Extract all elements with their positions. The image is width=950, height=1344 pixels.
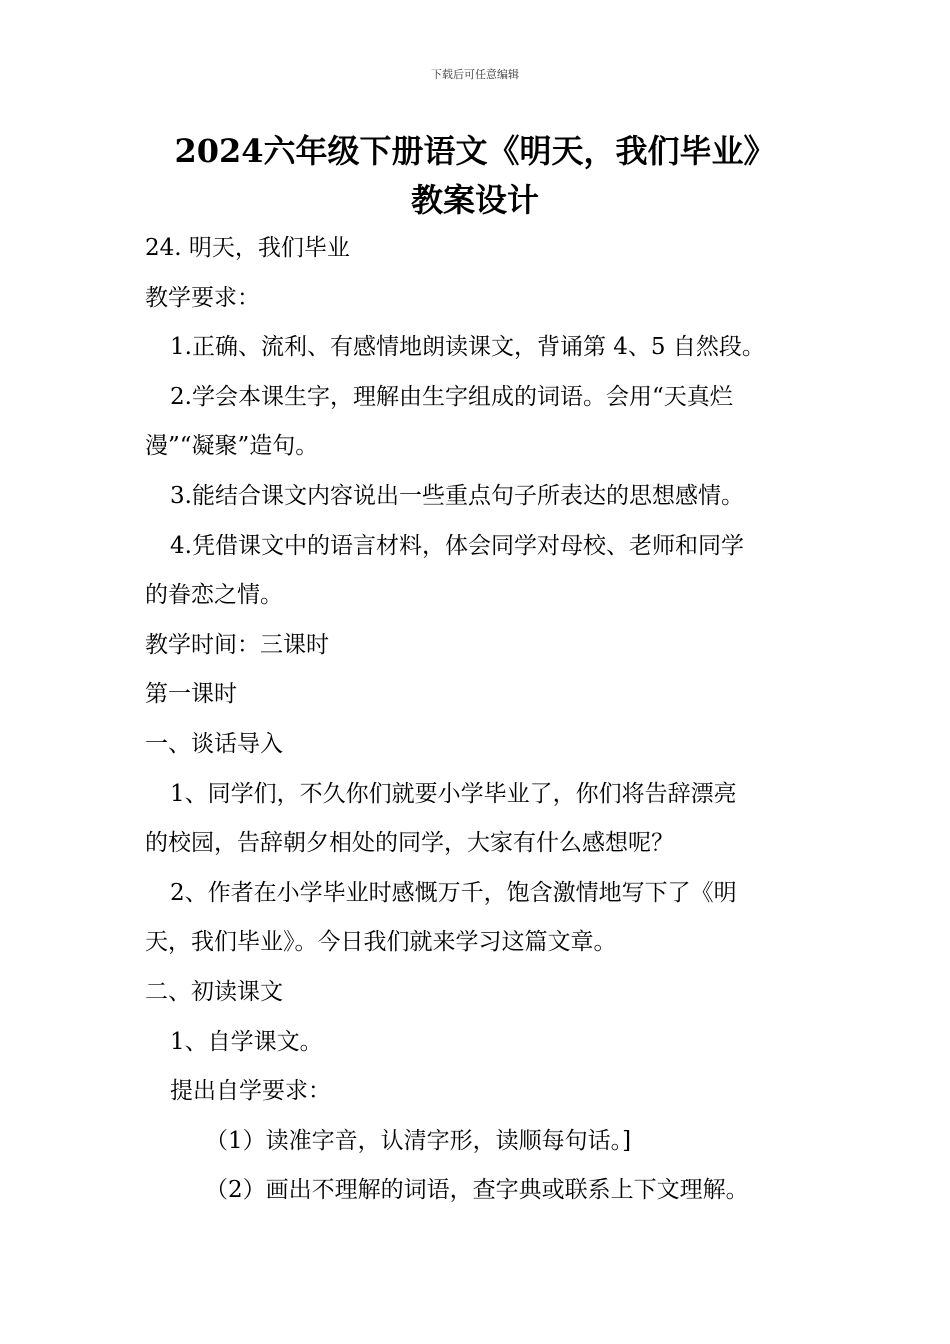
intro-item-2-line-2: 天，我们毕业》。今日我们就来学习这篇文章。 — [145, 929, 617, 956]
intro-item-1-line-2: 的校园，告辞朝夕相处的同学，大家有什么感想呢？ — [145, 830, 674, 857]
requirement-3: 3.能结合课文内容说出一些重点句子所表达的思想感情。 — [170, 482, 744, 509]
section-two-heading: 二、初读课文 — [145, 978, 283, 1005]
document-title-line-2: 教案设计 — [410, 181, 539, 219]
self-study-requirements: 提出自学要求： — [170, 1078, 331, 1105]
requirement-4-line-1: 4.凭借课文中的语言材料，体会同学对母校、老师和同学 — [170, 532, 744, 559]
requirement-4-line-2: 的眷恋之情。 — [145, 582, 283, 609]
section-one-heading: 一、谈话导入 — [145, 730, 283, 757]
reading-item-1: 1、自学课文。 — [170, 1028, 323, 1055]
section-heading-requirements: 教学要求： — [145, 284, 260, 311]
intro-item-1-line-1: 1、同学们，不久你们就要小学毕业了，你们将告辞漂亮 — [170, 780, 737, 807]
self-study-item-2: （2）画出不理解的词语，查字典或联系上下文理解。 — [205, 1177, 749, 1204]
self-study-item-1: （1）读准字音，认清字形，读顺每句话。] — [205, 1127, 632, 1154]
first-period-heading: 第一课时 — [145, 681, 237, 708]
header-note: 下载后可任意编辑 — [431, 68, 519, 81]
lesson-heading: 24. 明天，我们毕业 — [145, 235, 350, 261]
document-title-line-1: 2024六年级下册语文《明天，我们毕业》 — [174, 132, 776, 170]
requirement-2-line-1: 2.学会本课生字，理解由生字组成的词语。会用“天真烂 — [170, 383, 733, 410]
document-body — [145, 224, 815, 1216]
teaching-time: 教学时间：三课时 — [145, 631, 329, 658]
requirement-1: 1.正确、流利、有感情地朗读课文，背诵第 4、5 自然段。 — [170, 334, 765, 361]
intro-item-2-line-1: 2、作者在小学毕业时感慨万千，饱含激情地写下了《明 — [170, 879, 737, 906]
requirement-2-line-2: 漫”“凝聚”造句。 — [145, 433, 319, 460]
